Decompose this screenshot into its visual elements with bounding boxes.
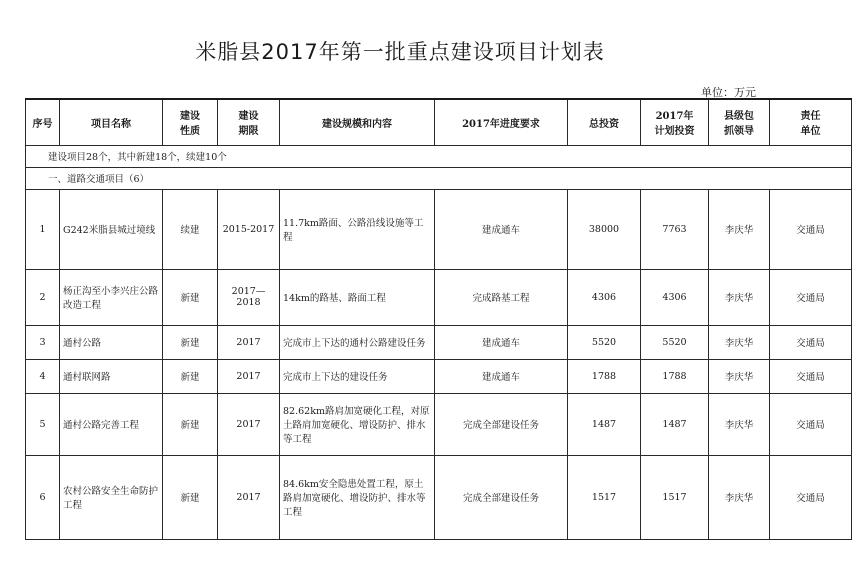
cell-scope: 82.62km路肩加宽硬化工程，对原土路肩加宽硬化、增设防护、排水等工程 (280, 393, 435, 455)
cell-scope: 14km的路基、路面工程 (280, 269, 435, 325)
cell-period: 2017 (218, 393, 280, 455)
cell-leader: 李庆华 (709, 359, 770, 393)
table-row (26, 189, 852, 269)
cell-unit: 交通局 (770, 325, 852, 359)
cell-type: 续建 (163, 189, 218, 269)
cell-plan: 1487 (641, 393, 709, 455)
cell-leader: 李庆华 (709, 189, 770, 269)
cell-leader: 李庆华 (709, 269, 770, 325)
table-row (26, 325, 852, 359)
cell-period: 2015-2017 (218, 189, 280, 269)
summary-row (26, 145, 852, 167)
cell-name: 通村联网路 (60, 359, 163, 393)
cell-type: 新建 (163, 269, 218, 325)
header-requirement: 2017年进度要求 (435, 99, 568, 145)
cell-requirement: 完成全部建设任务 (435, 455, 568, 539)
cell-requirement: 完成路基工程 (435, 269, 568, 325)
cell-scope: 完成市上下达的建设任务 (280, 359, 435, 393)
cell-type: 新建 (163, 359, 218, 393)
table-row (26, 393, 852, 455)
cell-total: 1788 (568, 359, 641, 393)
unit-label: 单位：万元 (701, 86, 756, 99)
cell-type: 新建 (163, 325, 218, 359)
cell-scope: 完成市上下达的通村公路建设任务 (280, 325, 435, 359)
project-table (25, 98, 852, 540)
cell-plan: 4306 (641, 269, 709, 325)
cell-name: 通村公路完善工程 (60, 393, 163, 455)
table-row (26, 359, 852, 393)
cell-plan: 5520 (641, 325, 709, 359)
cell-unit: 交通局 (770, 269, 852, 325)
cell-unit: 交通局 (770, 393, 852, 455)
cell-requirement: 建成通车 (435, 325, 568, 359)
cell-requirement: 完成全部建设任务 (435, 393, 568, 455)
section-row (26, 167, 852, 189)
cell-scope: 11.7km路面、公路沿线设施等工程 (280, 189, 435, 269)
cell-unit: 交通局 (770, 455, 852, 539)
table-row (26, 455, 852, 539)
cell-requirement: 建成通车 (435, 359, 568, 393)
header-name: 项目名称 (60, 99, 163, 145)
cell-name: 杨正沟至小李兴庄公路改造工程 (60, 269, 163, 325)
cell-period: 2017—2018 (218, 269, 280, 325)
header-type: 建设 性质 (163, 99, 218, 145)
header-plan: 2017年 计划投资 (641, 99, 709, 145)
cell-total: 5520 (568, 325, 641, 359)
header-total: 总投资 (568, 99, 641, 145)
cell-unit: 交通局 (770, 189, 852, 269)
cell-leader: 李庆华 (709, 325, 770, 359)
cell-no: 1 (26, 189, 60, 269)
cell-total: 4306 (568, 269, 641, 325)
cell-plan: 1788 (641, 359, 709, 393)
cell-period: 2017 (218, 325, 280, 359)
cell-name: 通村公路 (60, 325, 163, 359)
cell-no: 4 (26, 359, 60, 393)
cell-name: G242米脂县城过境线 (60, 189, 163, 269)
header-leader: 县级包 抓领导 (709, 99, 770, 145)
cell-no: 3 (26, 325, 60, 359)
cell-period: 2017 (218, 359, 280, 393)
cell-unit: 交通局 (770, 359, 852, 393)
cell-period: 2017 (218, 455, 280, 539)
cell-leader: 李庆华 (709, 393, 770, 455)
table-row (26, 269, 852, 325)
header-row (26, 99, 852, 145)
cell-total: 1517 (568, 455, 641, 539)
cell-requirement: 建成通车 (435, 189, 568, 269)
cell-no: 6 (26, 455, 60, 539)
header-unit: 责任 单位 (770, 99, 852, 145)
cell-type: 新建 (163, 393, 218, 455)
cell-no: 5 (26, 393, 60, 455)
page-title: 米脂县2017年第一批重点建设项目计划表 (195, 40, 605, 64)
cell-total: 38000 (568, 189, 641, 269)
cell-scope: 84.6km安全隐患处置工程，原土路肩加宽硬化、增设防护、排水等工程 (280, 455, 435, 539)
cell-plan: 7763 (641, 189, 709, 269)
cell-no: 2 (26, 269, 60, 325)
header-period: 建设 期限 (218, 99, 280, 145)
cell-name: 农村公路安全生命防护工程 (60, 455, 163, 539)
section-title: 一、道路交通项目（6） (26, 167, 852, 189)
header-scope: 建设规模和内容 (280, 99, 435, 145)
cell-type: 新建 (163, 455, 218, 539)
cell-plan: 1517 (641, 455, 709, 539)
summary-text: 建设项目28个，其中新建18个，续建10个 (26, 145, 852, 167)
cell-leader: 李庆华 (709, 455, 770, 539)
header-no: 序号 (26, 99, 60, 145)
cell-total: 1487 (568, 393, 641, 455)
